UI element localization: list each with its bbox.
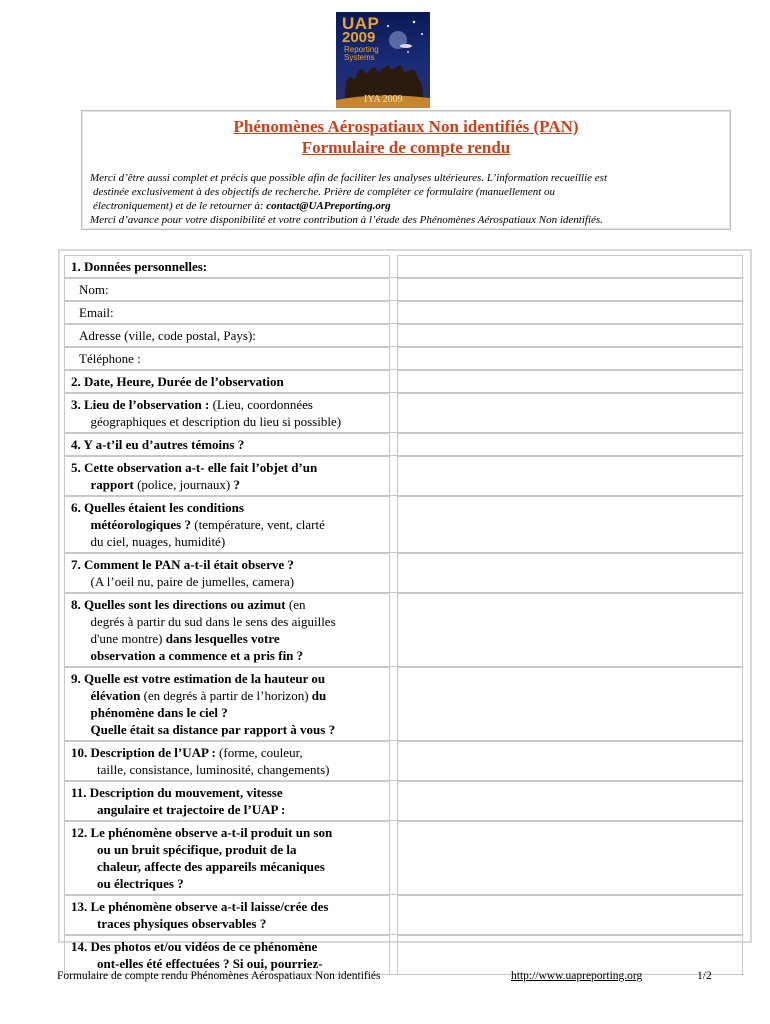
question-text: (police, journaux) xyxy=(137,477,234,492)
question-cell xyxy=(64,593,390,666)
question-text: ? xyxy=(233,477,240,492)
intro-box xyxy=(81,110,731,230)
question-line xyxy=(71,801,385,818)
uap-2009-logo xyxy=(336,12,430,108)
question-text: taille, consistance, luminosité, changements) xyxy=(71,762,330,777)
question-text: (Lieu, coordonnées xyxy=(212,397,313,412)
answer-field[interactable] xyxy=(397,895,743,934)
question-line xyxy=(79,327,385,344)
question-line xyxy=(71,373,385,390)
question-text: 6. Quelles étaient les conditions xyxy=(71,500,244,515)
question-cell xyxy=(64,741,390,780)
answer-field[interactable] xyxy=(397,324,743,346)
form-row xyxy=(64,393,744,433)
question-text: 2. Date, Heure, Durée de l’observation xyxy=(71,374,284,389)
question-line xyxy=(71,573,385,590)
question-text: 11. Description du mouvement, vitesse xyxy=(71,785,283,800)
question-cell xyxy=(64,255,390,277)
question-line xyxy=(71,898,385,915)
question-text: 7. Comment le PAN a-t-il était observe ? xyxy=(71,557,294,572)
question-line xyxy=(71,556,385,573)
question-text: (en xyxy=(288,597,306,612)
question-cell xyxy=(64,781,390,820)
question-cell xyxy=(64,667,390,740)
question-text: ont-elles été effectuées ? Si oui, pourriez- xyxy=(71,956,323,971)
contact-email-link[interactable]: contact@UAPreporting.org xyxy=(266,200,391,212)
logo-text-year: 2009 xyxy=(342,29,376,46)
question-line xyxy=(71,436,385,453)
intro-line-1: Merci d’être aussi complet et précis que possible afin de faciliter les analyses ultérieures. L’information recueillie est xyxy=(90,172,607,184)
question-cell xyxy=(64,553,390,592)
question-text: degrés à partir du sud dans le sens des aiguilles xyxy=(71,614,336,629)
question-cell xyxy=(64,324,390,346)
form-row xyxy=(64,278,744,301)
question-line xyxy=(71,613,385,630)
question-line xyxy=(71,721,385,738)
question-line xyxy=(71,938,385,955)
form-row xyxy=(64,895,744,935)
question-line xyxy=(71,687,385,704)
question-line xyxy=(71,476,385,493)
question-text: ou un bruit spécifique, produit de la xyxy=(71,842,297,857)
question-text: (forme, couleur, xyxy=(219,745,303,760)
answer-field[interactable] xyxy=(397,553,743,592)
question-line xyxy=(71,784,385,801)
answer-field[interactable] xyxy=(397,821,743,894)
page-number: 1/2 xyxy=(697,970,712,982)
question-text: 9. Quelle est votre estimation de la hauteur ou xyxy=(71,671,326,686)
question-line xyxy=(71,533,385,550)
question-text: 14. Des photos et/ou vidéos de ce phénomène xyxy=(71,939,318,954)
question-text: observation a commence et a pris fin ? xyxy=(71,648,304,663)
question-cell xyxy=(64,347,390,369)
intro-line-2: destinée exclusivement à des objectifs de recherche. Prière de compléter ce formulaire (manuellement ou xyxy=(93,186,556,198)
question-line xyxy=(71,744,385,761)
question-line xyxy=(71,841,385,858)
question-line xyxy=(71,875,385,892)
question-line xyxy=(71,704,385,721)
question-text: du xyxy=(311,688,327,703)
question-line xyxy=(71,499,385,516)
question-text: Téléphone : xyxy=(79,351,141,366)
question-line xyxy=(71,413,385,430)
question-text: (température, vent, clarté xyxy=(194,517,325,532)
question-line xyxy=(71,596,385,613)
question-cell xyxy=(64,496,390,552)
question-line xyxy=(79,304,385,321)
question-text: traces physiques observables ? xyxy=(71,916,267,931)
question-line xyxy=(71,858,385,875)
question-line xyxy=(71,630,385,647)
question-text: 4. Y a-t’il eu d’autres témoins ? xyxy=(71,437,245,452)
question-text: 10. Description de l’UAP : xyxy=(71,745,220,760)
intro-line-4: Merci d’avance pour votre disponibilité et votre contribution à l’étude des Phénomènes Aérospatiaux Non identifiés. xyxy=(90,214,603,226)
form-row xyxy=(64,741,744,781)
question-line xyxy=(71,459,385,476)
answer-field[interactable] xyxy=(397,667,743,740)
answer-field[interactable] xyxy=(397,370,743,392)
question-line xyxy=(71,915,385,932)
question-text: météorologiques ? xyxy=(71,517,195,532)
question-text: Email: xyxy=(79,305,114,320)
question-text: 3. Lieu de l’observation : xyxy=(71,397,213,412)
question-text: (A l’oeil nu, paire de jumelles, camera) xyxy=(71,574,295,589)
question-cell xyxy=(64,895,390,934)
question-text: 1. Données personnelles: xyxy=(71,259,208,274)
question-text: dans lesquelles votre xyxy=(165,631,280,646)
form-row xyxy=(64,456,744,496)
question-text: élévation xyxy=(71,688,144,703)
question-text: géographiques et description du lieu si possible) xyxy=(71,414,342,429)
question-line xyxy=(71,761,385,778)
answer-field[interactable] xyxy=(397,301,743,323)
question-line xyxy=(71,258,385,275)
question-text: du ciel, nuages, humidité) xyxy=(71,534,226,549)
question-text: Adresse (ville, code postal, Pays): xyxy=(79,328,256,343)
answer-field[interactable] xyxy=(397,433,743,455)
logo-text-reporting: Reporting Systems xyxy=(344,45,379,62)
question-text: chaleur, affecte des appareils mécaniques xyxy=(71,859,325,874)
answer-field[interactable] xyxy=(397,393,743,432)
form-row xyxy=(64,370,744,393)
question-text: angulaire et trajectoire de l’UAP : xyxy=(71,802,286,817)
question-cell xyxy=(64,278,390,300)
form-row xyxy=(64,255,744,278)
logo-text-iya: IYA 2009 xyxy=(364,94,403,105)
question-text: rapport xyxy=(71,477,138,492)
form-row xyxy=(64,593,744,667)
question-cell xyxy=(64,821,390,894)
form-row xyxy=(64,667,744,741)
form-row xyxy=(64,324,744,347)
form-row xyxy=(64,935,744,975)
form-row xyxy=(64,433,744,456)
answer-field[interactable] xyxy=(397,456,743,495)
question-line xyxy=(71,396,385,413)
question-text: 12. Le phénomène observe a-t-il produit un son xyxy=(71,825,333,840)
report-form-table xyxy=(58,249,752,971)
report-form-rows xyxy=(64,255,744,975)
footer-title: Formulaire de compte rendu Phénomènes Aérospatiaux Non identifiés xyxy=(57,970,381,982)
page-title: Phénomènes Aérospatiaux Non identifiés (PAN) xyxy=(233,117,579,136)
question-cell xyxy=(64,935,390,974)
question-text: phénomène dans le ciel ? xyxy=(71,705,228,720)
question-cell xyxy=(64,370,390,392)
intro-line-3 xyxy=(90,199,720,213)
answer-field[interactable] xyxy=(397,347,743,369)
answer-field[interactable] xyxy=(397,496,743,552)
question-line xyxy=(79,281,385,298)
question-line xyxy=(71,824,385,841)
question-cell xyxy=(64,301,390,323)
question-text: ou électriques ? xyxy=(71,876,184,891)
question-text: d'une montre) xyxy=(71,631,166,646)
answer-field[interactable] xyxy=(397,278,743,300)
form-row xyxy=(64,301,744,324)
question-text: 5. Cette observation a-t- elle fait l’objet d’un xyxy=(71,460,318,475)
question-text: 8. Quelles sont les directions ou azimut xyxy=(71,597,289,612)
question-line xyxy=(79,350,385,367)
footer-website-link[interactable]: http://www.uapreporting.org xyxy=(511,970,643,982)
answer-field[interactable] xyxy=(397,741,743,780)
question-text: Quelle était sa distance par rapport à vous ? xyxy=(71,722,336,737)
question-cell xyxy=(64,433,390,455)
intro-line-3-text: électroniquement) et de le retourner à: xyxy=(93,200,267,212)
question-cell xyxy=(64,456,390,495)
question-text: (en degrés à partir de l’horizon) xyxy=(143,688,312,703)
question-text: 13. Le phénomène observe a-t-il laisse/crée des xyxy=(71,899,329,914)
question-line xyxy=(71,647,385,664)
question-line xyxy=(71,670,385,687)
form-row xyxy=(64,496,744,553)
question-line xyxy=(71,516,385,533)
question-text: Nom: xyxy=(79,282,109,297)
logo-text-uap: UAP xyxy=(342,14,380,33)
intro-text xyxy=(90,171,720,227)
form-row xyxy=(64,553,744,593)
form-row xyxy=(64,347,744,370)
form-row xyxy=(64,821,744,895)
page-subtitle: Formulaire de compte rendu xyxy=(301,138,511,157)
answer-field[interactable] xyxy=(397,935,743,974)
question-cell xyxy=(64,393,390,432)
form-row xyxy=(64,781,744,821)
answer-field[interactable] xyxy=(397,781,743,820)
answer-field[interactable] xyxy=(397,255,743,277)
answer-field[interactable] xyxy=(397,593,743,666)
